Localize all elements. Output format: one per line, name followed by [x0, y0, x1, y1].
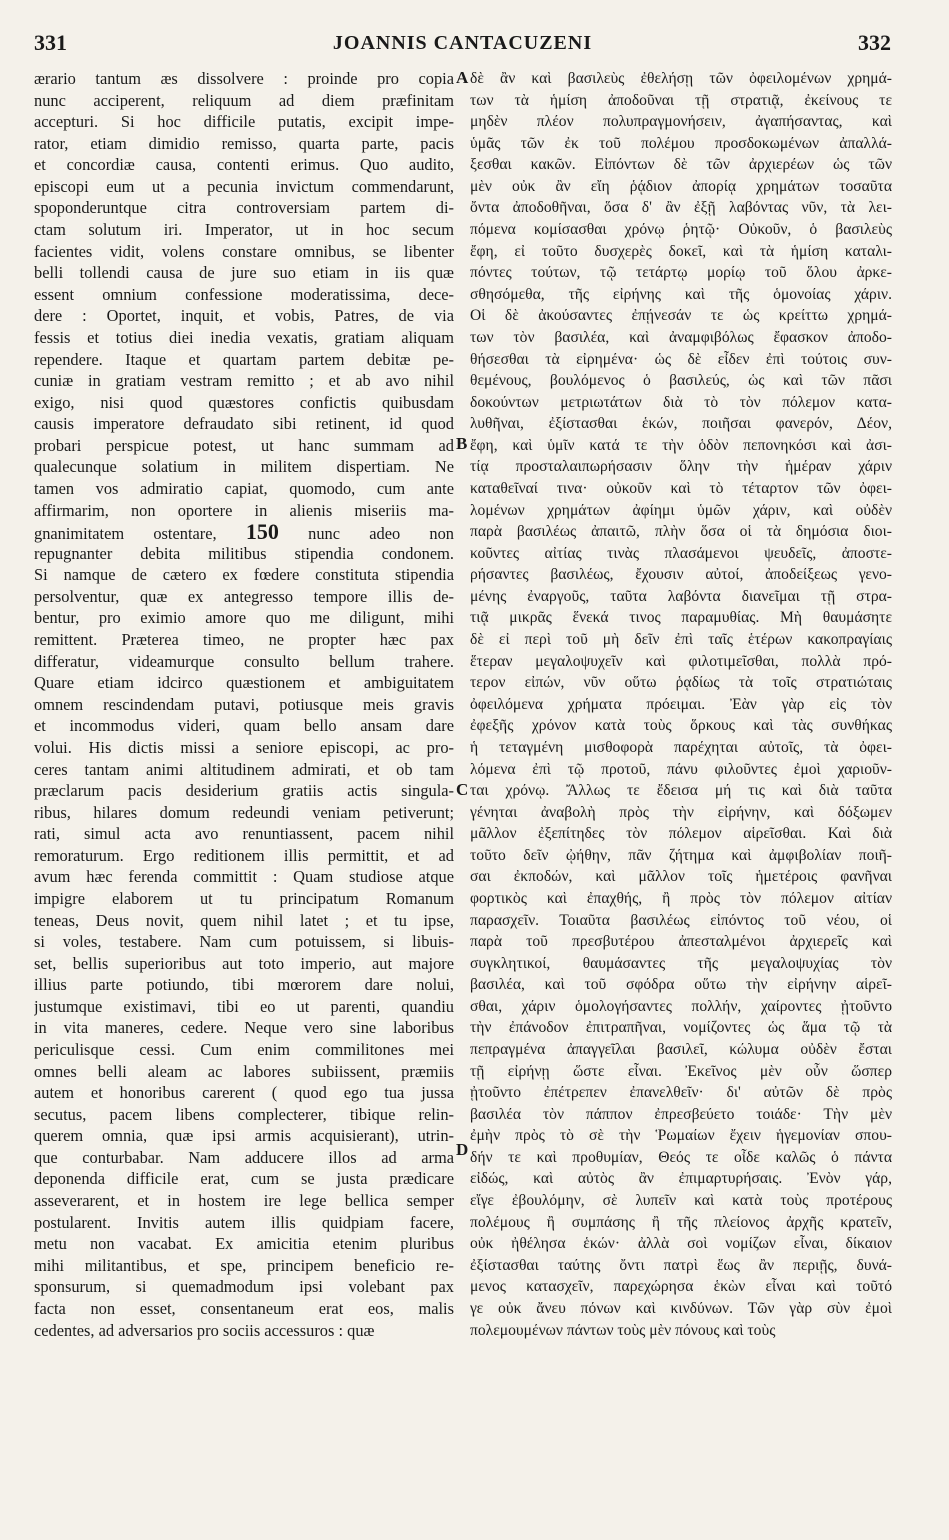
text-line: tamen vos admiratio capiat, quomodo, cum ante — [34, 478, 454, 498]
text-line: παρὰ τοῦ πρεσβυτέρου ἀπεσταλμένοι ἀρχιερεῖς καὶ — [470, 933, 892, 951]
text-line: μένης ἐναργοῦς, ταῦτα λαβόντα διανεῖμαι τῇ στρα- — [470, 587, 892, 605]
text-line: παρὰ βασιλέως ἀπαιτῶ, πλὴν ὅσα οἱ τὰ δημόσια διοι- — [470, 523, 892, 541]
text-line: remittent. Præterea timeo, ne propter hæc pax — [34, 630, 454, 650]
section-marker-b: B — [456, 434, 468, 453]
text-line: πολεμουμένων πάντων τοὺς μὲν πόνους καὶ τοὺς — [470, 1321, 776, 1339]
text-line: θήσεσθαι τὰ εἰρημένα· ὡς δὲ εἶδεν ἐπὶ τούτοις συν- — [470, 350, 892, 368]
text-line: ἡ τεταγμένη μισθοφορὰ παρέχηται αὐτοῖς, τὰ ὀφει- — [470, 738, 892, 756]
section-marker-a: A — [456, 68, 469, 87]
text-line: λομένων χρημάτων ἀφίημι ὑμῶν χάριν, καὶ οὐδὲν — [470, 501, 892, 519]
text-line: πόμενα κομίσασθαι χρόνῳ ῥητῷ· Οὐκοῦν, ὁ βασιλεὺς — [470, 221, 892, 239]
text-line: et concordiæ causa, contenti erimus. Quo audito, — [34, 155, 454, 175]
text-line: ærario tantum æs dissolvere : proinde pro copia — [34, 69, 454, 88]
text-line: differatur, videamurque consulto bellum trahere. — [34, 651, 454, 671]
text-line: postularent. Invitis autem illis quidpiam facere, — [34, 1212, 454, 1232]
text-line: βασιλέα, καὶ τοῦ σφόδρα οὕτω τὴν εἰρήνην αἱρεῖ- — [470, 976, 892, 994]
text-line: causis imperatore defraudato sibi retinent, id quod — [34, 414, 454, 434]
text-line: γε οὐκ ἄνευ πόνων καὶ κινδύνων. Τῶν γὰρ σὺν ἐμοὶ — [470, 1299, 892, 1317]
text-fragment: nunc adeo non — [308, 524, 454, 543]
section-marker-c: C — [456, 780, 469, 799]
text-line: repugnanter debita militibus stipendia condonem. — [34, 543, 454, 563]
text-line: si voles, testabere. Nam cum potuissem, si libuis- — [34, 932, 454, 952]
text-line: μηδὲν πλέον πολυπραγμονήσειν, ἀγαπήσαντας, καὶ — [470, 113, 892, 131]
text-line: τίᾳ προσταλαιπωρήσασιν ὅλην τὴν ἡμέραν χάριν — [470, 458, 892, 476]
text-line: deponenda difficile erat, cum se justa prædicare — [34, 1169, 454, 1189]
text-line: facta non esset, consentaneum erat eos, malis — [34, 1298, 454, 1318]
text-line: τοῦτο δεῖν ᾠήθην, πᾶν ζήτημα καὶ ἀμφιβολίαν ποιῆ- — [470, 846, 892, 864]
text-line: γένηται ἀναβολὴ πρὸς τὴν εἰρήνην, καὶ δόξωμεν — [470, 803, 892, 821]
text-line: illius parte potiundo, tibi mœrorem dare nolui, — [34, 975, 454, 995]
text-line: facientes vidit, volens constare omnibus, se libenter — [34, 241, 454, 261]
text-line: justumque existimavi, tibi eo ut parenti, quandiu — [34, 996, 454, 1016]
text-line: ᾐτοῦντο ἐπέτρεπεν ἐπανελθεῖν· δι' αὐτῶν δὲ πρὸς — [470, 1084, 892, 1102]
text-line: rati, simul acta avo renuntiassent, pacem nihil — [34, 824, 454, 844]
text-line: asseverarent, et in hostem ire lege bellica semper — [34, 1191, 454, 1211]
text-line: episcopi eum ut a pecunia invictum commendarunt, — [34, 176, 454, 196]
text-line: ται χρόνῳ. Ἄλλως τε ἔδεισα μή τις καὶ διὰ ταῦτα — [470, 782, 892, 800]
edition-page-number: 150 — [245, 521, 279, 543]
text-line: δὲ ἂν καὶ βασιλεὺς ἐθελήσῃ τῶν ὀφειλομένων χρημά- — [470, 70, 892, 87]
text-line: qualecunque solatium in militem dispertiam. Ne — [34, 457, 454, 477]
text-line: periculisque cessi. Cum enim commilitones mei — [34, 1040, 454, 1060]
text-line: ἐφεξῆς χρόνον κατὰ τοὺς ὅρκους καὶ τὰς συνθήκας — [470, 717, 892, 735]
text-line: essent omnium confessione moderatissima, dece- — [34, 284, 454, 304]
latin-column — [34, 68, 454, 1341]
text-line: εἴγε ἐβουλόμην, σὲ λυπεῖν καὶ κατὰ τοὺς προτέρους — [470, 1192, 892, 1210]
text-line: omnes belli aleam ac labores subiissent, præmiis — [34, 1061, 454, 1081]
text-line: πεπραγμένα ἀπαγγεῖλαι βασιλεῖ, κώλυμα οὐδὲν ἔσται — [470, 1041, 892, 1059]
text-line: δὲ εἰ περὶ τοῦ μὴ δεῖν ἐπὶ ταῖς ἑτέρων κακοπραγίαις — [470, 631, 892, 649]
text-line: ἔφη, καὶ ὑμῖν κατά τε τὴν ὁδὸν πεπονηκόσι καὶ ἀσι- — [470, 436, 892, 454]
text-line: οὐκ ἠθέλησα ἑκών· ἀλλὰ σοὶ νομίζων εἶναι, δίκαιον — [470, 1235, 892, 1253]
text-line: ἐμὴν πρὸς τὸ σὲ τὴν Ῥωμαίων ἔχειν ἡγεμονίαν σπου- — [470, 1127, 892, 1145]
text-line: των τὰ ἡμίση ἀποδοῦναι τῇ στρατιᾷ, ἐκείνους τε — [470, 91, 892, 109]
text-line: ἕτεραν μεγαλοψυχεῖν καὶ φιλοτιμεῖσθαι, πολλὰ πρό- — [470, 652, 892, 670]
text-line: Quare etiam idcirco quæstionem et ambiguitatem — [34, 673, 454, 693]
text-line: τῇ εἰρήνῃ ὥστε εἶναι. Ἐκεῖνος μὲν οὖν ὥσπερ — [470, 1062, 892, 1080]
text-line: ἔφη, εἰ τοῦτο δυσχερὲς δοκεῖ, καὶ τὰ ἡμίση καταλι- — [470, 242, 892, 260]
text-line: cedentes, ad adversarios pro sociis accessuros : quæ — [34, 1320, 375, 1340]
text-line: των τὸν βασιλέα, καὶ ἀναμφιβόλως ἔφασκον ἀποδο- — [470, 328, 892, 346]
text-line: λυθῆναι, ἐξίστασθαι ἑκών, ποιῆσαι φανερόν, Δέον, — [470, 415, 892, 433]
text-line: secutus, pacem libens complecterer, tibique relin- — [34, 1104, 454, 1124]
text-line: σθησόμεθα, τῆς εἰρήνης καὶ τῆς ὁμονοίας χάριν. — [470, 285, 892, 303]
text-line: τερον εἰπών, νῦν οὕτω ῥᾳδίως τὰ τοῖς στρατιώταις — [470, 674, 892, 692]
text-line: fessis et totius diei inedia vexatis, gratiam aliquam — [34, 327, 454, 347]
page-header — [34, 30, 891, 60]
text-fragment: gnanimitatem ostentare, — [34, 524, 217, 543]
text-line: exigo, nisi quod quæstores confictis quibusdam — [34, 392, 454, 412]
text-line: bentur, pro eximio amore quo me diligunt, mihi — [34, 608, 454, 628]
text-line: πόντες τούτων, τῷ τετάρτῳ μορίῳ τοῦ ὅλου ἀρκε- — [470, 264, 892, 282]
text-line: cuniæ in gratiam vestram remitto ; et ab avo nihil — [34, 371, 454, 391]
text-line: δοκούντων μετριωτάτων διὰ τὸ τὸν πόλεμον κατα- — [470, 393, 892, 411]
text-line: παρασχεῖν. Τοιαῦτα βασιλέως εἰπόντος τοῦ νέου, οἱ — [470, 911, 892, 929]
text-line: βασιλέα τὸν πάππον ἐπρεσβεύετο τοιάδε· Τὴν μὲν — [470, 1105, 892, 1123]
text-line: ὀφειλόμενα χρήματα πρόειμαι. Ἐὰν γὰρ εἰς τὸν — [470, 695, 892, 713]
text-line: impigre elaborem ut tu principatum Romanum — [34, 888, 454, 908]
text-line: τιᾷ μικρᾶς ἕνεκά τινος παραμυθίας. Μὴ θαυμάσητε — [470, 609, 892, 627]
text-line: in vita maneres, cedere. Neque vero sine laboribus — [34, 1018, 454, 1038]
text-line: querem omnia, quæ ipsi armis acquisierant), utrin- — [34, 1126, 454, 1146]
text-line: rependere. Itaque et quartam partem debitæ pe- — [34, 349, 454, 369]
text-line: Οἱ δὲ ἀκούσαντες ἐπῄνεσάν τε ὡς κρείττω χρημά- — [470, 307, 892, 325]
text-line — [34, 521, 454, 543]
text-line: ὑμᾶς τῶν ἐκ τοῦ πολέμου προσδοκωμένων ἀπαλλά- — [470, 134, 892, 152]
text-line: mihi militantibus, et spe, principem beneficio re- — [34, 1255, 454, 1275]
text-line: et incommodus videri, quam bello ansam dare — [34, 716, 454, 736]
text-line: dere : Oportet, inquit, et vobis, Patres, de via — [34, 306, 454, 326]
text-line: ribus, hilares domum redeundi veniam petiverunt; — [34, 802, 454, 822]
text-line: avum hæc ferenda committit : Quam studiose atque — [34, 867, 454, 887]
text-line: κοῦντες αἰτίας τινὰς πλασάμενοι ψευδεῖς, ἀποστε- — [470, 544, 892, 562]
text-line: metu non vacabat. Ex amicitia etenim pluribus — [34, 1234, 454, 1254]
text-line: εἰδώς, καὶ αὐτὸς ἂν ἐπιμαρτυρήσαις. Ἐνὸν γάρ, — [470, 1170, 892, 1188]
text-line: πολέμους ἢ συμπάσης ἢ τῆς πλείονος ἀρχῆς κρατεῖν, — [470, 1213, 892, 1231]
text-line: ρήσαντες βασιλέως, ἔχουσιν αὐτοί, ἀποδείξεως γενο- — [470, 566, 892, 584]
text-line: remoraturum. Ergo reditionem illis permittit, et ad — [34, 845, 454, 865]
text-line: ὄντα ἀποδοθῆναι, ὅσα δ' ἂν ἐξῇ λαβόντας νῦν, τὰ λει- — [470, 199, 892, 217]
text-line: ceres tantam animi altitudinem admirati, et ob tam — [34, 759, 454, 779]
text-line: τὴν ἐπάνοδον ἐπιτραπῆναι, νομίζοντες ὡς ἅμα τῷ τὰ — [470, 1019, 892, 1037]
text-line: ἐξίστασθαι ταύτης ὄντι πατρὶ ἕως ἂν περιῇς, δυνά- — [470, 1256, 892, 1274]
text-line: ξεσθαι κακῶν. Εἰπόντων δὲ τῶν ἀρχιερέων ὡς τῶν — [470, 156, 892, 174]
text-line: ctam solutum iri. Imperator, ut in hoc secum — [34, 220, 454, 240]
text-line: θεμένους, βουλόμενος ὁ βασιλεύς, ὡς καὶ τῶν πᾶσι — [470, 372, 892, 390]
text-line: volui. His dictis missi a seniore episcopi, ac pro- — [34, 737, 454, 757]
text-line: belli tollendi causa de jure suo etiam in iis quæ — [34, 263, 454, 283]
text-line: set, bellis superioribus aut toto imperio, aut majore — [34, 953, 454, 973]
text-line: spoponderuntque citra controversiam partem di- — [34, 198, 454, 218]
greek-column — [470, 68, 892, 1341]
text-line: δήν τε καὶ προθυμίαν, Θεός τε οἶδε καλῶς ὁ πάντα — [470, 1148, 892, 1166]
text-line: rator, etiam dimidio remisso, quarta parte, pacis — [34, 133, 454, 153]
text-line: καταθεῖναί τινα· οὐκοῦν καὶ τὸ τέταρτον τῶν ὀφει- — [470, 479, 892, 497]
text-line: que conturbabar. Nam adducere illos ad arma — [34, 1147, 454, 1167]
text-line: affirmarim, non oportere in alienis miseriis ma- — [34, 500, 454, 520]
text-line: συγκλητικοί, θαυμάσαντες τῆς μεγαλοψυχίας τὸν — [470, 954, 892, 972]
text-line: λόμενα ἐπὶ τῷ προτοῦ, πάνυ φιλοῦντες ἐμοὶ χαριοῦν- — [470, 760, 892, 778]
text-line: probari perspicue potest, ut hanc summam ad — [34, 435, 454, 455]
text-line: accepturi. Si hoc difficile putatis, excipit impe- — [34, 112, 454, 132]
text-line: nunc acciperent, reliquum ad diem præfinitam — [34, 90, 454, 110]
text-line: præclarum pacis desiderium gratiis actis singula- — [34, 781, 454, 801]
running-title: JOANNIS CANTACUZENI — [332, 32, 593, 54]
text-line: persolventur, quæ ex antegresso tempore illis de- — [34, 586, 454, 606]
text-line: σαι ἐκποδών, καὶ μᾶλλον τοῖς ἡμετέροις φανῆναι — [470, 868, 892, 886]
text-line: autem et honoribus carerent ( quod ego tua jussa — [34, 1083, 454, 1103]
text-line: teneas, Deus novit, quem nihil latet ; et tu ipse, — [34, 910, 454, 930]
text-line: σθαι, χάριν ὁμολογήσαντες πολλήν, χαίροντες ᾐτοῦντο — [470, 997, 892, 1015]
text-line: μὲν οὐκ ἂν εἴη ῥᾴδιον ἀπορίᾳ χρημάτων τοσαῦτα — [470, 177, 892, 195]
text-line: μενος κατασχεῖν, παρεχώρησα ἑκὼν εἶναι καὶ τοῦτό — [470, 1278, 892, 1296]
text-line: Si namque de cætero ex fœdere constituta stipendia — [34, 565, 454, 585]
text-line: sponsurum, si quemadmodum ipsi volebant pax — [34, 1277, 454, 1297]
page-number-right: 332 — [858, 30, 891, 55]
text-line: φορτικὸς καὶ ἐπαχθής, ἢ πρὸς τὸν πόλεμον αἰτίαν — [470, 889, 892, 907]
section-marker-d: D — [456, 1140, 469, 1159]
text-line: μᾶλλον ἐξεπίτηδες τὸν πόλεμον αἱρεῖσθαι. Καὶ διὰ — [470, 825, 892, 843]
text-line: omnem rescindendam putavi, potiusque meis gravis — [34, 694, 454, 714]
page-number-left: 331 — [34, 30, 67, 55]
